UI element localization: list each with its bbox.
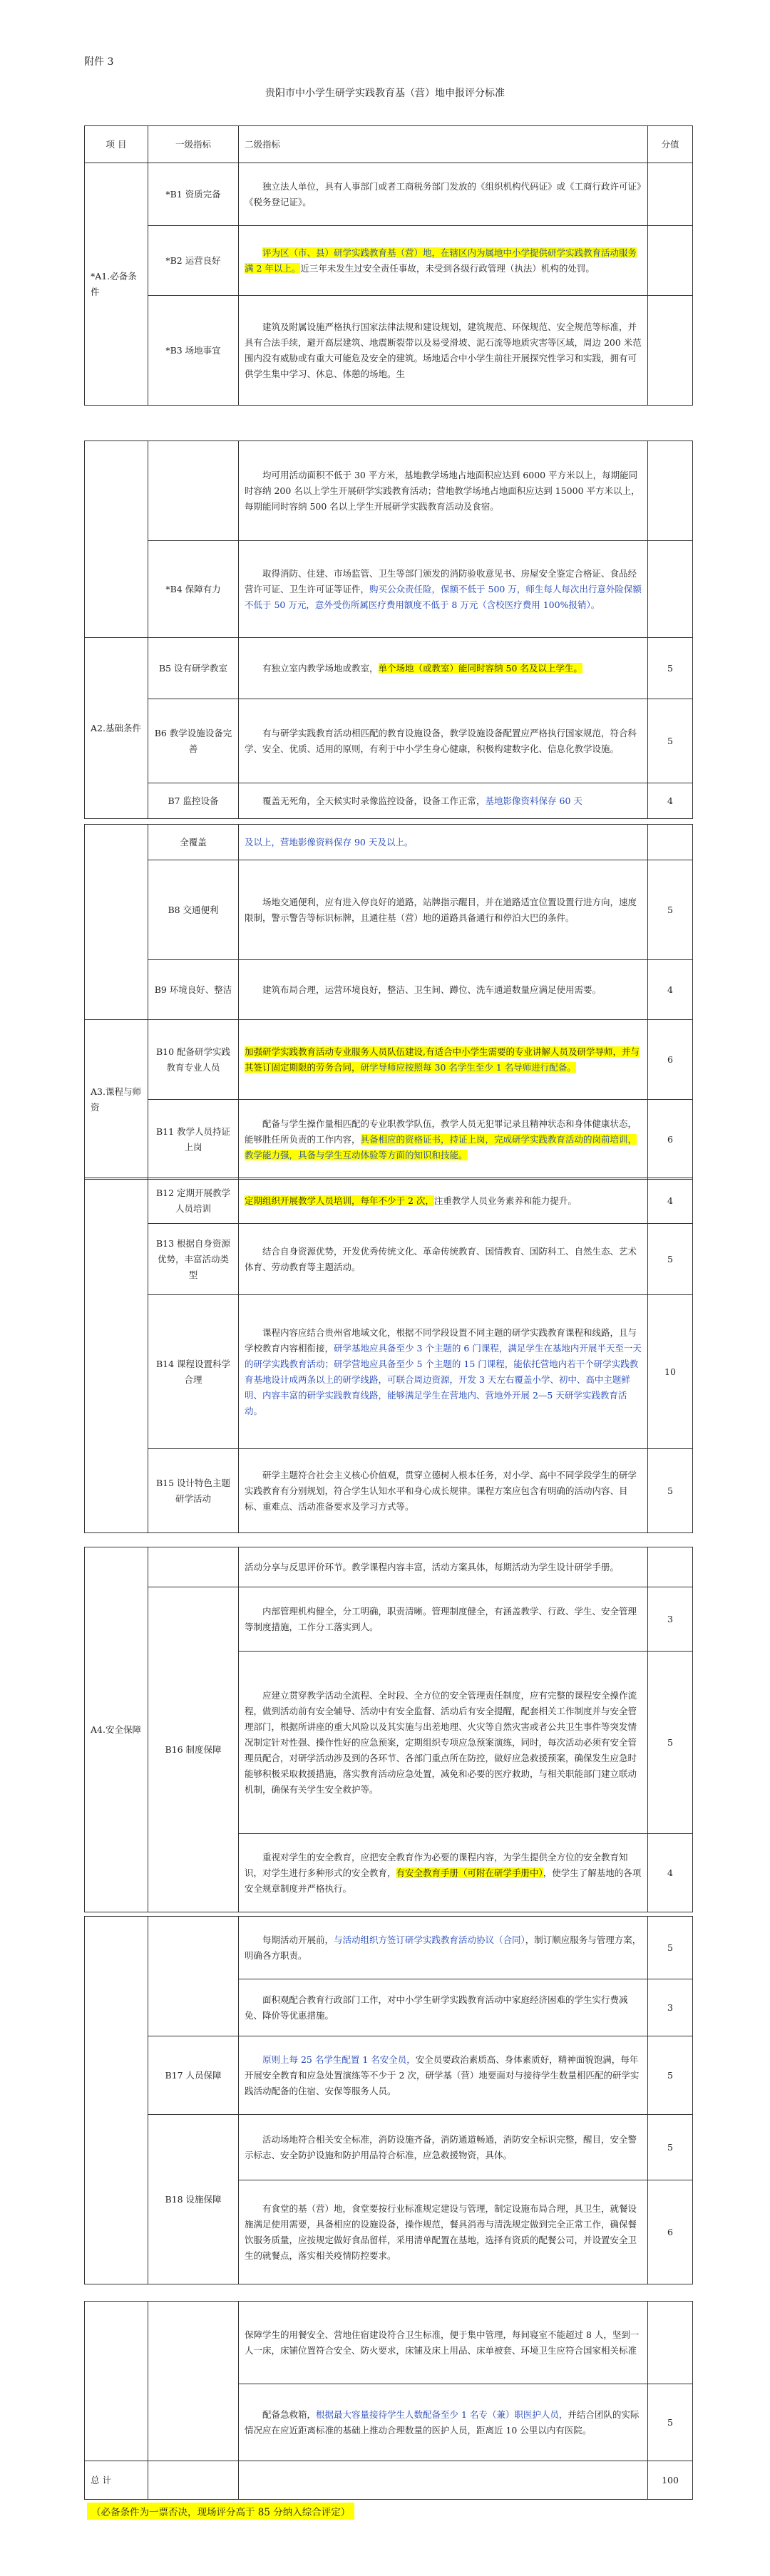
highlight-text: 加强研学实践教育活动专业服务人员队伍建设,有适合中小学生需要的专业讲解人员及研学导师，并与其签订固定期限的劳务合同， [245,1046,640,1073]
criteria-b6: 有与研学实践教育活动相匹配的教育设施设备，教学设施设备配置应严格执行国家规范，符合科学、安全、优质、适用的原则，有利于中小学生身心健康，积极构建数字化、信息化教学设施。 [239,699,648,783]
indicator-b4: *B4 保障有力 [148,541,239,638]
criteria-text: 安全员要政治素质高、身体素质好，精神面貌饱满，每年开展安全教育和应急处置演练等不少于 2 次，研学基（营）地要面对与接待学生数量相匹配的研学实践活动配备的住宿、安保等服务人员。 [245,2054,640,2096]
blue-text: 根据最大容量接待学生人数配备至少 1 名专（兼）职医护人员， [316,2408,568,2420]
criteria-b18-1: 活动场地符合相关安全标准，消防设施齐备，消防通道畅通，消防安全标识完整，醒目，安全警示标志、安全防护设施和防护用品符合标准，应急救援物资，具体。 [239,2115,648,2180]
criteria-text: 配备急救箱， [262,2408,317,2420]
criteria-b8: 场地交通便利，应有进入停良好的道路，站牌指示醒目，并在道路适宜位置设置行进方向，速度限制，警示警告等标识标牌，且通往基（营）地的道路具备通行和停泊大巴的条件。 [239,860,648,960]
criteria-accommodation: 保障学生的用餐安全、营地住宿建设符合卫生标准，便于集中管理，每间寝室不能超过 8 人，坚到一人一床，床铺位置符合安全、防火要求，床铺及床上用品、床单被套、环境卫生应符合国家相关标准 [239,2302,648,2384]
indicator-b5: B5 设有研学教室 [148,638,239,699]
criteria-b1: 独立法人单位，具有人事部门或者工商税务部门发放的《组织机构代码证》或《工商行政许可证》《税务登记证》。 [239,163,648,226]
total-row [85,2461,693,2500]
score-b16-2: 5 [648,1652,693,1834]
criteria-text: 覆盖无死角，全天候实时录像监控设备，设备工作正常， [262,795,486,806]
item-a1: *A1.必备条件 [85,163,148,406]
score-accommodation [648,2302,693,2384]
score-fee-relief: 3 [648,1979,693,2036]
header-level1: 一级指标 [148,126,239,163]
indicator-b7: B7 监控设备 [148,783,239,819]
highlight-text: 单个场地（或教室）能同时容纳 50 名及以上学生。 [378,662,582,674]
criteria-text: 有独立室内教学场地或教室， [262,662,379,674]
indicator-b11: B11 教学人员持证上岗 [148,1100,239,1180]
criteria-contract [239,1917,648,1979]
score-b10: 6 [648,1020,693,1100]
blue-text: 及以上，营地影像资料保存 90 天及以上。 [245,836,414,847]
criteria-text: 重视对学生的安全教育，应把安全教育作为必要的课程内容，为学生提供全方位的安全教育知识，对学生进行多种形式的安全教育， [245,1851,628,1878]
score-table-6 [84,1916,693,2284]
page-title: 贵阳市中小学生研学实践教育基（营）地申报评分标准 [265,88,505,99]
score-b5: 5 [648,638,693,699]
criteria-b5 [239,638,648,699]
item-a1-continued [85,441,148,638]
table-row [85,860,693,960]
score-continued [648,441,693,541]
total-spacer [148,2461,239,2500]
indicator-continued [148,1547,239,1587]
indicator-b6: B6 教学设施设备完善 [148,699,239,783]
score-b2 [648,226,693,296]
header-item: 项 目 [85,126,148,163]
criteria-text: 课程内容应结合贵州省地域文化，根据不同学段设置不同主题的研学实践教育课程和线路，且与学校教育内容相衔接， [245,1326,637,1354]
score-b6: 5 [648,699,693,783]
table-row [85,1224,693,1295]
criteria-b15: 研学主题符合社会主义核心价值观，贯穿立德树人根本任务，对小学、高中不同学段学生的研学实践教育有分别规划，符合学生认知水平和身心成长规律。课程方案应包含有明确的活动内容、目标、重难点、活动准备要求及学习方式等。 [239,1449,648,1533]
indicator-b13: B13 根据自身资源优势，丰富活动类型 [148,1224,239,1295]
blue-text: 与活动组织方签订研学实践教育活动协议（合同） [334,1934,525,1945]
total-score: 100 [648,2461,693,2500]
highlight-text: 有安全教育手册（可附在研学手册中） [396,1867,543,1878]
indicator-b9: B9 环境良好、整洁 [148,960,239,1020]
table-row [85,1020,693,1100]
item-a4-continued [85,2302,148,2461]
total-label: 总 计 [85,2461,148,2500]
score-b4 [648,541,693,638]
score-b7: 4 [648,783,693,819]
score-b16-3: 4 [648,1834,693,1912]
table-row [85,2036,693,2115]
criteria-b11 [239,1100,648,1180]
score-b18-2: 6 [648,2180,693,2284]
criteria-text: 注重教学人员业务素养和能力提升。 [433,1195,577,1206]
footnote: （必备条件为一票否决，现场评分高于 85 分纳入综合评定） [87,2503,354,2520]
indicator-b3: *B3 场地事宜 [148,296,239,406]
indicator-b10: B10 配备研学实践教育专业人员 [148,1020,239,1100]
score-continued [648,1547,693,1587]
score-table-2 [84,441,693,819]
table-row [85,2302,693,2384]
table-row [85,1100,693,1180]
criteria-fee-relief: 面积观配合教育行政部门工作，对中小学生研学实践教育活动中家庭经济困难的学生实行费减免、降价等优惠措施。 [239,1979,648,2036]
criteria-b14 [239,1295,648,1449]
score-b11: 6 [648,1100,693,1180]
indicator-b14: B14 课程设置科学合理 [148,1295,239,1449]
table-row [85,541,693,638]
highlight-text: 评为区（市、县）研学实践教育基（营）地，在辖区内为属地中小学提供研学实践教育活动服务满 2 年以上。 [245,247,637,274]
score-b1 [648,163,693,226]
criteria-continued: 均可用活动面积不低于 30 平方米，基地教学场地占地面积应达到 6000 平方米以上，每期能同时容纳 200 名以上学生开展研学实践教育活动；营地教学场地占地面积应达到 15000 平方米以上，每期能同时容纳 500 名以上学生开展研学实践教育活动及食宿。 [239,441,648,541]
indicator-b1: *B1 资质完备 [148,163,239,226]
indicator-b15: B15 设计特色主题研学活动 [148,1449,239,1533]
item-a2: A2.基础条件 [85,638,148,819]
item-a4-continued [85,1917,148,2284]
criteria-b16-3 [239,1834,648,1912]
indicator-b18-continued [148,2302,239,2461]
table-header-row [85,126,693,163]
table-row [85,1917,693,1979]
score-b15: 5 [648,1449,693,1533]
table-row [85,699,693,783]
score-table-4 [84,1178,693,1533]
blue-text: 原则上每 25 名学生配置 1 名安全员， [262,2054,416,2065]
criteria-b3: 建筑及附属设施严格执行国家法律法规和建设规划，建筑规范、环保规范、安全规范等标准，并具有合法手续，避开高层建筑、地震断裂带以及易受滑坡、泥石流等地质灾害等区域，周边 200 米范围内没有威胁或有重大可能危及安全的建筑。场地适合中小学生前往开展探究性学习和实践，拥有可供学生集中学习、休息、体憩的场地。生 [239,296,648,406]
criteria-b9: 建筑布局合理，运营环境良好，整洁、卫生间、蹲位、洗车通道数量应满足使用需要。 [239,960,648,1020]
table-row [85,825,693,860]
item-a4: A4.安全保障 [85,1547,148,1912]
total-spacer [239,2461,648,2500]
score-b8: 5 [648,860,693,960]
highlight-blue-text: 具备相应的资格证书，持证上岗，完成研学实践教育活动的岗前培训，教学能力强，具备与学生互动体验等方面的知识和技能。 [245,1133,637,1160]
indicator-continued [148,441,239,541]
table-row [85,1547,693,1587]
criteria-b18-2: 有食堂的基（营）地，食堂要按行业标准规定建设与管理，制定设施布局合理，具卫生，就餐设施满足使用需要，具备相应的设施设备，操作规范，餐具消毒与清洗规定做到完全正常工作，确保餐饮服务质量，应按规定做好食品留样，采用清单配置在基地，选择有资质的配餐公司，并设置安全卫生的就餐点，落实相关疫情防控要求。 [239,2180,648,2284]
criteria-b13: 结合自身资源优势，开发优秀传统文化、革命传统教育、国情教育、国防科工、自然生态、艺术体育、劳动教育等主题活动。 [239,1224,648,1295]
criteria-continued: 活动分享与反思评价环节。教学课程内容丰富，活动方案具体，每期活动为学生设计研学手册。 [239,1547,648,1587]
blue-text: 研学基地应具备至少 3 个主题的 6 门课程，满足学生在基地内开展半天至一天的研学实践教育活动；研学营地应具备至少 5 个主题的 15 门课程，能依托营地内若干个研学实践教育基地设计成两条以上的研学线路，可联合周边资源，开发 3 天左右覆盖小学、初中、高中主题鲜明、内容丰富的研学实践教育线路，能够满足学生在营地内、营地外开展 2—5 天研学实践教育活动。 [245,1342,642,1416]
score-b17: 5 [648,2036,693,2115]
criteria-b10 [239,1020,648,1100]
criteria-b16-1: 内部管理机构健全，分工明确，职责清晰。管理制度健全，有涵盖教学、行政、学生、安全管理等制度措施，工作分工落实到人。 [239,1587,648,1652]
indicator-b17: B17 人员保障 [148,2036,239,2115]
criteria-text: 近三年未发生过安全责任事故，未受到各级行政管理（执法）机构的处罚。 [300,262,595,274]
score-b9: 4 [648,960,693,1020]
score-b18-1: 5 [648,2115,693,2180]
criteria-b7 [239,783,648,819]
criteria-b2 [239,226,648,296]
score-b13: 5 [648,1224,693,1295]
table-row [85,1587,693,1652]
criteria-b4 [239,541,648,638]
item-a2-continued [85,825,148,1020]
header-level2: 二级指标 [239,126,648,163]
criteria-text: 每期活动开展前， [262,1934,334,1945]
table-row [85,226,693,296]
criteria-b17 [239,2036,648,2115]
criteria-text: 并结合团队的实际情况应在应近距离标准的基础上推动合理数量的医护人员，距离近 10 公里以内有医院。 [245,2408,640,2436]
criteria-text: 取得消防、住建、市场监管、卫生等部门颁发的消防验收意见书、房屋安全鉴定合格证、食品经营许可证、卫生许可证等证件， [245,567,637,594]
attachment-label: 附件 3 [84,56,114,68]
indicator-b7-continued: 全覆盖 [148,825,239,860]
table-row [85,960,693,1020]
table-row [85,1178,693,1224]
score-contract: 5 [648,1917,693,1979]
table-row [85,296,693,406]
score-table-1 [84,125,693,406]
table-row [85,783,693,819]
score-b16-1: 3 [648,1587,693,1652]
indicator-b2: *B2 运营良好 [148,226,239,296]
highlight-text: 定期组织开展教学人员培训，每年不少于 2 次， [245,1195,434,1206]
criteria-b7-continued [239,825,648,860]
indicator-b12: B12 定期开展教学人员培训 [148,1178,239,1224]
score-table-5 [84,1547,693,1912]
table-row [85,1449,693,1533]
score-table-3 [84,824,693,1180]
score-b3 [648,296,693,406]
score-b7-continued [648,825,693,860]
header-score: 分值 [648,126,693,163]
criteria-b12 [239,1178,648,1224]
table-row [85,2115,693,2180]
table-row [85,638,693,699]
score-b12: 4 [648,1178,693,1224]
indicator-b8: B8 交通便利 [148,860,239,960]
table-row [85,163,693,226]
criteria-b16-2: 应建立贯穿教学活动全流程、全时段、全方位的安全管理责任制度，应有完整的课程安全操作流程，做到活动前有安全辅导、活动中有安全监督、活动后有安全提醒，配套相关工作制度并与安全管理部门，根据所讲座的重大风险以及其实施与出差地理、火灾等自然灾害或者公共卫生事件等突发情况制定针对性强、操作性好的应急预案，定期组织专项应急预案演练，同时，每次活动必须有安全管理员配合，对研学活动涉及到的各环节、各部门重点所在防控，做好应急救援预案，确保发生应急时能够积极采取救援措施，落实教育活动应急处置，减免和必要的医疗救助，与相关职能部门建立联动机制，确保有关学生安全救护等。 [239,1652,648,1834]
indicator-blank [148,1917,239,2036]
score-b14: 10 [648,1295,693,1449]
blue-text: 基地影像资料保存 60 天 [485,795,582,806]
item-a3: A3.课程与师资 [85,1020,148,1180]
highlight-blue-text: 研学导师应按照每 30 名学生至少 1 名导师进行配备。 [360,1061,576,1073]
indicator-b18: B18 设施保障 [148,2115,239,2284]
score-table-7 [84,2301,693,2500]
table-row [85,1295,693,1449]
criteria-text: ，使学生了解基地的各项安全规章制度并严格执行。 [245,1867,642,1894]
criteria-medical [239,2384,648,2461]
criteria-text: ，制订顺应服务与管理方案，明确各方职责。 [245,1934,642,1961]
item-a3-continued [85,1178,148,1533]
criteria-text: 配备与学生操作量相匹配的专业职教学队伍，教学人员无犯罪记录且精神状态和身体健康状态，能够胜任所负责的工作内容， [245,1118,637,1145]
blue-text: 购买公众责任险，保额不低于 500 万，师生每人每次出行意外险保额不低于 50 万元，意外受伤所属医疗费用额度不低于 8 万元（含校医疗费用 100%报销）。 [245,583,642,610]
score-medical: 5 [648,2384,693,2461]
indicator-b16: B16 制度保障 [148,1587,239,1912]
table-row [85,441,693,541]
